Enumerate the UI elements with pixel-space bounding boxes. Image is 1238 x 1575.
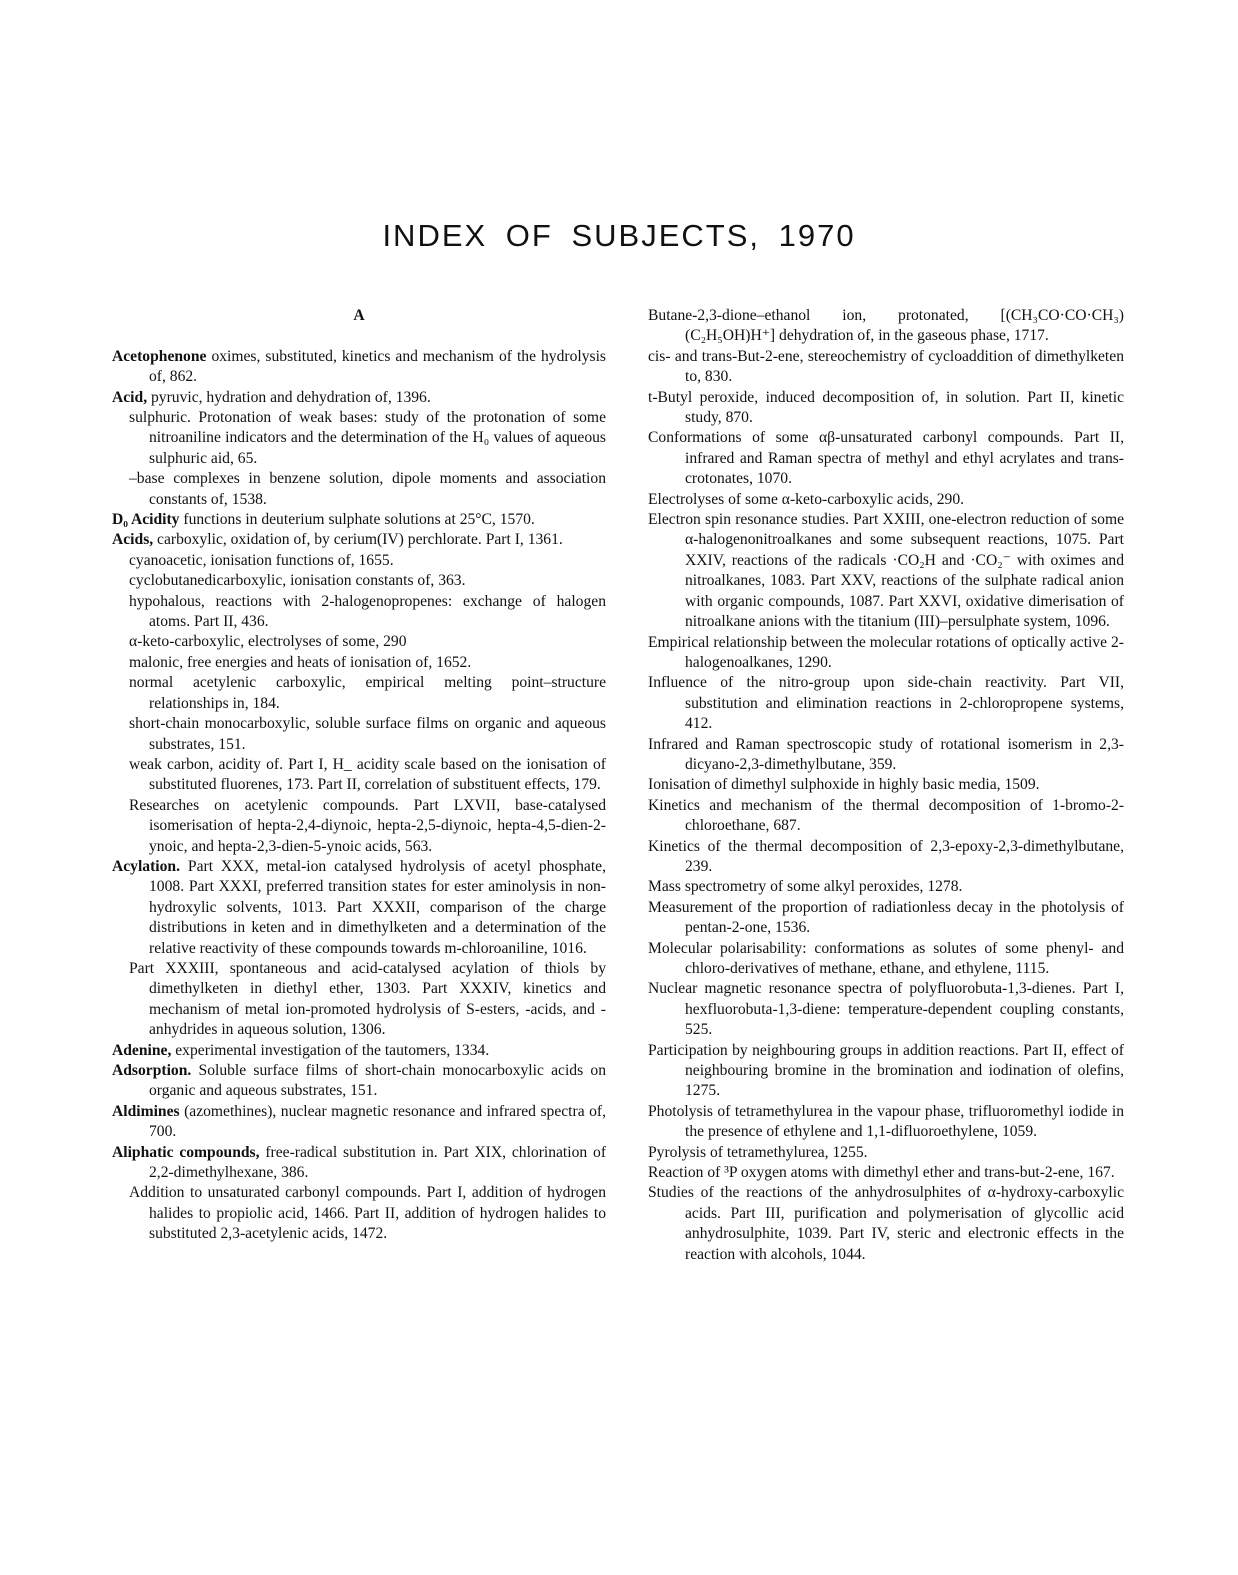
index-entry bbox=[648, 775, 1124, 795]
index-subentry bbox=[112, 714, 606, 755]
entry-text: Butane-2,3-dione–ethanol ion, protonated, [(CH₃CO·CO·CH₃)(C₂H₅OH)H⁺] dehydration of, in the gaseous phase, 1717. bbox=[648, 307, 1124, 345]
entry-text: Mass spectrometry of some alkyl peroxides, 1278. bbox=[648, 878, 963, 896]
entry-heading: Acylation. bbox=[112, 857, 181, 875]
index-entry bbox=[648, 796, 1124, 837]
index-entry bbox=[648, 1102, 1124, 1143]
entry-heading: Aliphatic compounds, bbox=[112, 1143, 260, 1161]
entry-text: experimental investigation of the tautomers, 1334. bbox=[171, 1041, 490, 1059]
index-entry bbox=[648, 510, 1124, 632]
index-entry bbox=[648, 347, 1124, 388]
index-entry bbox=[648, 735, 1124, 776]
index-entry bbox=[648, 428, 1124, 489]
index-subentry bbox=[112, 551, 606, 571]
entry-text: weak carbon, acidity of. Part I, H_ acidity scale based on the ionisation of substituted fluorenes, 173. Part II, correlation of substituent effects, 179. bbox=[129, 755, 606, 794]
entry-text: cyanoacetic, ionisation functions of, 1655. bbox=[129, 551, 394, 569]
entry-text: normal acetylenic carboxylic, empirical melting point–structure relationships in, 184. bbox=[129, 674, 606, 712]
entry-heading: Adenine, bbox=[112, 1041, 172, 1059]
index-subentry bbox=[112, 632, 606, 652]
entry-text: Empirical relationship between the molecular rotations of optically active 2-halogenoalkanes, 1290. bbox=[648, 633, 1124, 671]
index-entry bbox=[648, 633, 1124, 674]
entry-text: Pyrolysis of tetramethylurea, 1255. bbox=[648, 1143, 868, 1161]
index-entry bbox=[648, 877, 1124, 897]
index-entry bbox=[648, 490, 1124, 510]
entry-heading: Acetophenone bbox=[112, 347, 207, 365]
entry-text: free-radical substitution in. Part XIX, chlorination of 2,2-dimethylhexane, 386. bbox=[149, 1143, 607, 1182]
entry-text: oximes, substituted, kinetics and mechanism of the hydrolysis of, 862. bbox=[149, 347, 606, 386]
entry-text: short-chain monocarboxylic, soluble surface films on organic and aqueous substrates, 151. bbox=[129, 715, 606, 753]
entry-heading: Acids, bbox=[112, 531, 154, 549]
entry-text: carboxylic, oxidation of, by cerium(IV) perchlorate. Part I, 1361. bbox=[153, 531, 563, 549]
index-entry bbox=[112, 1041, 606, 1061]
index-subentry bbox=[112, 408, 606, 469]
index-entry bbox=[112, 1102, 606, 1143]
index-subentry bbox=[112, 755, 606, 796]
entry-text: Photolysis of tetramethylurea in the vapour phase, trifluoromethyl iodide in the presence of ethylene and 1,1-difluoroethylene, 1059. bbox=[648, 1102, 1124, 1141]
entry-heading: Acid, bbox=[112, 388, 148, 406]
entry-text: –base complexes in benzene solution, dipole moments and association constants of, 1538. bbox=[129, 470, 606, 508]
left-entries bbox=[112, 347, 606, 1245]
index-entry bbox=[112, 1143, 606, 1184]
entry-text: α-keto-carboxylic, electrolyses of some, 290 bbox=[129, 633, 407, 651]
entry-text: Part XXX, metal-ion catalysed hydrolysis of acetyl phosphate, 1008. Part XXXI, preferred transition states for ester aminolysis in non-hydroxylic solvents, 1013. Part XXXII, comparison of the charge distributions in keten and in dimethylketen and a determination of the relative reactivity of these compounds towards m-chloroaniline, 1016. bbox=[149, 857, 606, 957]
entry-text: Infrared and Raman spectroscopic study of rotational isomerism in 2,3-dicyano-2,3-dimethylbutane, 359. bbox=[648, 735, 1124, 773]
index-entry bbox=[648, 1163, 1124, 1183]
right-column bbox=[648, 306, 1124, 1265]
entry-text: (azomethines), nuclear magnetic resonance and infrared spectra of, 700. bbox=[149, 1102, 606, 1141]
index-entry bbox=[112, 530, 606, 550]
entry-text: Measurement of the proportion of radiationless decay in the photolysis of pentan-2-one, 1536. bbox=[648, 898, 1124, 937]
entry-text: Participation by neighbouring groups in addition reactions. Part II, effect of neighbouring bromine in the bromination and iodination of olefins, 1275. bbox=[648, 1041, 1124, 1100]
index-entry bbox=[112, 388, 606, 408]
entry-text: pyruvic, hydration and dehydration of, 1396. bbox=[147, 388, 431, 406]
entry-heading: D₀ Acidity bbox=[112, 511, 180, 529]
entry-text: Kinetics of the thermal decomposition of 2,3-epoxy-2,3-dimethylbutane, 239. bbox=[648, 837, 1124, 875]
entry-text: Conformations of some αβ-unsaturated carbonyl compounds. Part II, infrared and Raman spectra of methyl and ethyl acrylates and trans-crotonates, 1070. bbox=[648, 429, 1124, 488]
entry-text: hypohalous, reactions with 2-halogenopropenes: exchange of halogen atoms. Part II, 436. bbox=[129, 592, 606, 631]
entry-text: malonic, free energies and heats of ionisation of, 1652. bbox=[129, 653, 472, 671]
index-entry bbox=[648, 388, 1124, 429]
section-letter: A bbox=[353, 307, 365, 324]
entry-text: Influence of the nitro-group upon side-chain reactivity. Part VII, substitution and elimination reactions in 2-chloropropene systems, 412. bbox=[648, 674, 1124, 733]
index-subentry bbox=[112, 959, 606, 1041]
index-subentry bbox=[112, 571, 606, 591]
entry-text: cis- and trans-But-2-ene, stereochemistry of cycloaddition of dimethylketen to, 830. bbox=[648, 347, 1124, 386]
index-entry bbox=[648, 1183, 1124, 1265]
entry-text: Electrolyses of some α-keto-carboxylic acids, 290. bbox=[648, 490, 965, 508]
entry-text: Electron spin resonance studies. Part XXIII, one-electron reduction of some α-halogenonitroalkanes and some subsequent reactions, 1075. Part XXIV, reactions of the radicals ·CO₂H and ·CO₂⁻ with oximes and nitroalkanes, 1083. Part XXV, reactions of the sulphate radical anion with organic compounds, 1087. Part XXVI, oxidative dimerisation of nitroalkane anions with the titanium (III)–persulphate system, 1096. bbox=[648, 511, 1124, 631]
entry-text: Addition to unsaturated carbonyl compounds. Part I, addition of hydrogen halides to propiolic acid, 1466. Part II, addition of hydrogen halides to substituted 2,3-acetylenic acids, 1472. bbox=[129, 1184, 606, 1243]
entry-text: cyclobutanedicarboxylic, ionisation constants of, 363. bbox=[129, 572, 466, 590]
right-entries bbox=[648, 306, 1124, 1265]
entry-heading: Adsorption. bbox=[112, 1062, 192, 1079]
index-entry bbox=[648, 1041, 1124, 1102]
index-subentry bbox=[112, 469, 606, 510]
entry-text: Reaction of ³P oxygen atoms with dimethyl ether and trans-but-2-ene, 167. bbox=[648, 1164, 1115, 1182]
index-entry bbox=[648, 306, 1124, 347]
index-entry bbox=[112, 1061, 606, 1102]
entry-text: Molecular polarisability: conformations as solutes of some phenyl- and chloro-derivatives of methane, ethane, and ethylene, 1115. bbox=[648, 939, 1124, 977]
index-entry bbox=[112, 347, 606, 388]
index-subentry bbox=[112, 653, 606, 673]
index-subentry bbox=[112, 1183, 606, 1244]
entry-text: Researches on acetylenic compounds. Part LXVII, base-catalysed isomerisation of hepta-2,4-diynoic, hepta-2,5-diynoic, hepta-4,5-dien-2-ynoic, and hepta-2,3-dien-5-ynoic acids, 563. bbox=[129, 796, 606, 855]
index-subentry bbox=[112, 592, 606, 633]
left-column bbox=[112, 306, 606, 1245]
index-entry bbox=[648, 939, 1124, 980]
index-entry bbox=[648, 837, 1124, 878]
entry-text: Part XXXIII, spontaneous and acid-catalysed acylation of thiols by dimethylketen in diethyl ether, 1303. Part XXXIV, kinetics and mechanism of metal ion-promoted hydrolysis of S-esters, -acids, and -anhydrides in aqueous solution, 1306. bbox=[129, 959, 606, 1039]
index-entry bbox=[648, 898, 1124, 939]
index-entry bbox=[112, 510, 606, 530]
index-subentry bbox=[112, 673, 606, 714]
entry-text: Ionisation of dimethyl sulphoxide in highly basic media, 1509. bbox=[648, 776, 1040, 794]
index-subentry bbox=[112, 796, 606, 857]
index-entry bbox=[648, 673, 1124, 734]
entry-heading: Aldimines bbox=[112, 1102, 180, 1120]
index-entry bbox=[648, 1143, 1124, 1163]
page-title: INDEX OF SUBJECTS, 1970 bbox=[382, 218, 856, 253]
entry-text: sulphuric. Protonation of weak bases: study of the protonation of some nitroaniline indicators and the determination of the H₀ values of aqueous sulphuric aid, 65. bbox=[129, 409, 606, 467]
index-entry bbox=[648, 979, 1124, 1040]
entry-text: Kinetics and mechanism of the thermal decomposition of 1-bromo-2-chloroethane, 687. bbox=[648, 796, 1124, 835]
entry-text: Soluble surface films of short-chain monocarboxylic acids on organic and aqueous substrates, 151. bbox=[149, 1062, 606, 1100]
index-entry bbox=[112, 857, 606, 959]
entry-text: Studies of the reactions of the anhydrosulphites of α-hydroxy-carboxylic acids. Part III, purification and polymerisation of glycollic acid anhydrosulphite, 1039. Part IV, steric and electronic effects in the reaction with alcohols, 1044. bbox=[648, 1184, 1124, 1263]
entry-text: functions in deuterium sulphate solutions at 25°C, 1570. bbox=[179, 511, 535, 529]
entry-text: t-Butyl peroxide, induced decomposition of, in solution. Part II, kinetic study, 870. bbox=[648, 388, 1124, 427]
entry-text: Nuclear magnetic resonance spectra of polyfluorobuta-1,3-dienes. Part I, hexfluorobuta-1,3-diene: temperature-dependent coupling constants, 525. bbox=[648, 980, 1124, 1039]
